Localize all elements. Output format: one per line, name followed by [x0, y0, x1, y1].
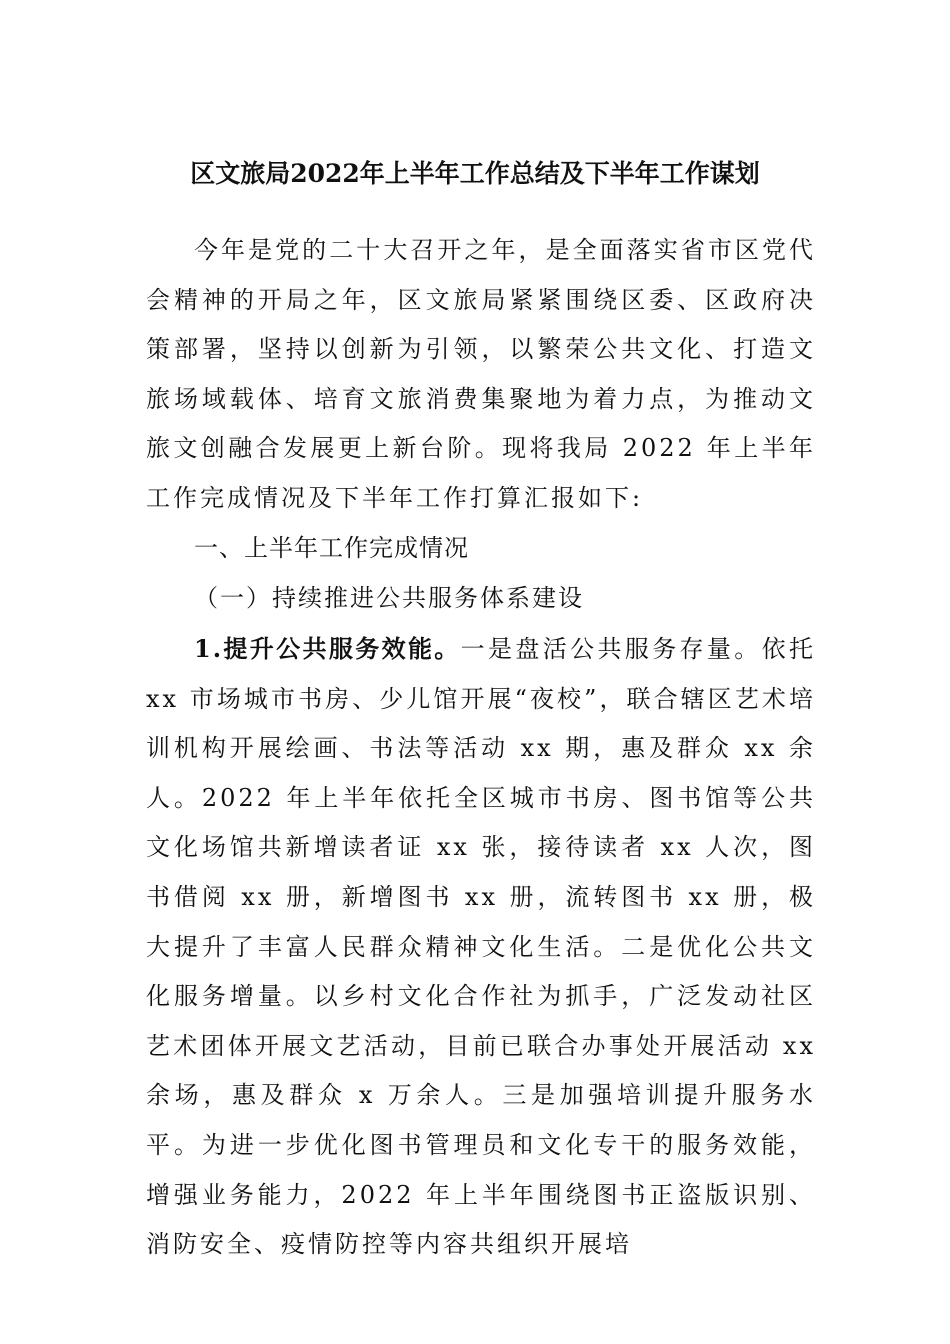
section-heading: 一、上半年工作完成情况: [194, 534, 469, 562]
subsection-heading: （一）持续推进公共服务体系建设: [194, 584, 584, 612]
item-paragraph: [146, 624, 816, 1270]
document-title: 区文旅局2022年上半年工作总结及下半年工作谋划: [190, 159, 760, 188]
item-text: 一是盘活公共服务存量。依托 xx 市场城市书房、少儿馆开展“夜校”，联合辖区艺术培训机构开展绘画、书法等活动 xx 期，惠及群众 xx 余人。2022 年上半年依托全区城市书房、图书馆等公共文化场馆共新增读者证 xx 张，接待读者 xx 人次，图书借阅 xx 册，新增图书 xx 册，流转图书 xx 册，极大提升了丰富人民群众精神文化生活。二是优化公共文化服务增量。以乡村文化合作社为抓手，广泛发动社区艺术团体开展文艺活动，目前已联合办事处开展活动 xx 余场，惠及群众 x 万余人。三是加强培训提升服务水平。为进一步优化图书管理员和文化专干的服务效能，增强业务能力，2022 年上半年围绕图书正盗版识别、消防安全、疫情防控等内容共组织开展培: [146, 635, 817, 1259]
intro-paragraph: 今年是党的二十大召开之年，是全面落实省市区党代会精神的开局之年，区文旅局紧紧围绕区委、区政府决策部署，坚持以创新为引领，以繁荣公共文化、打造文旅场域载体、培育文旅消费集聚地为着力点，为推动文旅文创融合发展更上新台阶。现将我局 2022 年上半年工作完成情况及下半年工作打算汇报如下:: [146, 236, 816, 512]
item-lead: 1.提升公共服务效能。: [194, 634, 461, 663]
